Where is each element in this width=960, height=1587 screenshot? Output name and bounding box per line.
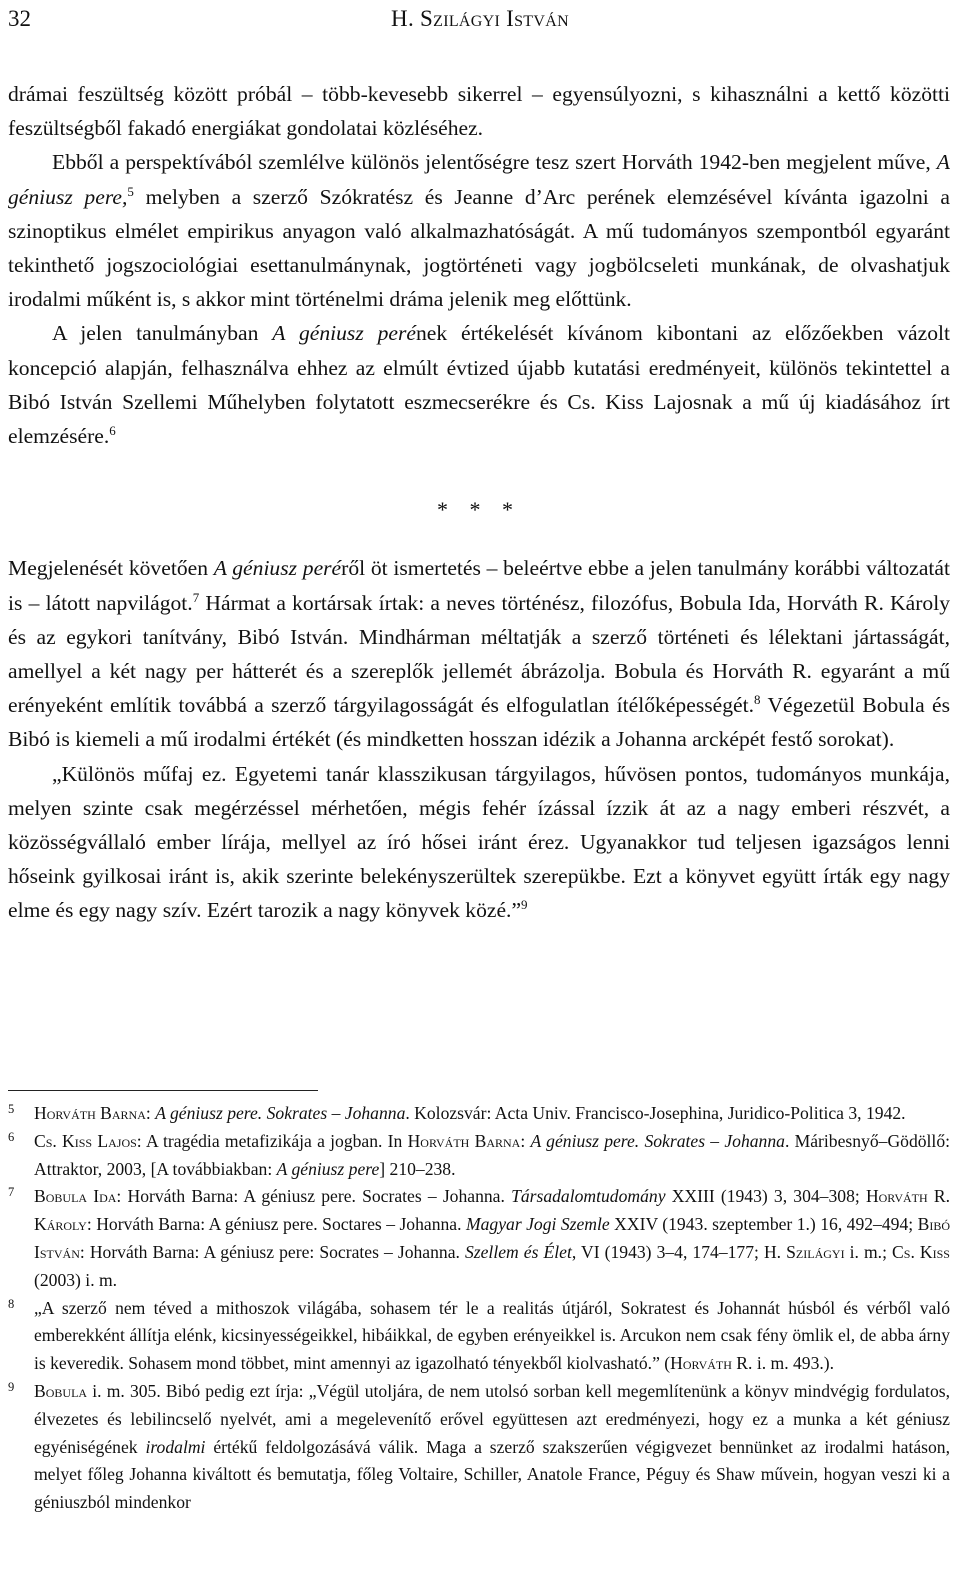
paragraph-text: ről öt ismertetés – beleértve ebbe a jelen tanulmány korábbi változatát is – látott napvilágot. <box>8 556 950 615</box>
author-name: Horváth R. Károly: <box>34 1186 950 1235</box>
author-name: Bobula Ida: <box>34 1186 122 1207</box>
author-name: Bobula <box>34 1380 88 1401</box>
footnote-9 <box>8 1378 950 1517</box>
main-text <box>8 77 950 928</box>
footnote-ref[interactable]: 6 <box>109 423 116 439</box>
page-header <box>8 6 952 38</box>
work-title: A géniusz pere. Sokrates – Johanna <box>155 1103 406 1123</box>
author-name: Bibó István: <box>34 1214 950 1262</box>
citation-text: XXIII (1943) 3, 304–308; <box>671 1186 860 1207</box>
work-title: A géniusz pere <box>276 1158 380 1179</box>
footnote-ref[interactable]: 7 <box>192 589 200 605</box>
footnote-7 <box>8 1183 950 1294</box>
journal-title: Szellem és Élet <box>464 1241 572 1262</box>
citation-text: ] 210–238. <box>379 1158 456 1179</box>
paragraph-text: Hármat a kortársak írtak: a neves történész, filozófus, Bobula Ida, Horváth R. Károly és az egykori tanítvány, Bibó István. Mindhárman méltatják a szerző történeti és lélektani jártasságát, amellyel a két nagy per hátterét és a szereplők jellemét ábrázolja. Bobula és Horváth R. egyaránt a mű erényeként említik továbbá a szerző tárgyilagosságát és elfogulatlan ítélőképességét. <box>8 590 950 718</box>
paragraph <box>8 316 950 453</box>
footnote-5 <box>8 1100 950 1128</box>
citation-text: Horváth Barna: A géniusz pere: Socrates – Johanna. <box>89 1241 460 1262</box>
citation-text: A tragédia metafizikája a jogban. In <box>145 1130 403 1151</box>
footnote-8 <box>8 1295 950 1378</box>
footnote-ref[interactable]: 9 <box>521 897 528 913</box>
citation-text: „A szerző nem téved a mithoszok világába, sohasem tér le a realitás útjáról, Sokratest és Johannát húsból és vérből való emberekként állítja elénk, kicsinyességeikkel, hibáikkal, de egyben erényeikkel is. Arcukon nem csak fény ömlik el, de abba árny is keveredik. Sohasem mond többet, mint amennyi az igazolható tényekből kiolvasható.” ( <box>34 1297 950 1374</box>
footnote-ref[interactable]: 8 <box>753 692 761 708</box>
paragraph <box>8 551 950 756</box>
section-separator: * * * <box>437 497 521 523</box>
paragraph-text: melyben a szerző Szókratész és Jeanne d’Arc perének elemzésével kívánta igazolni a szinoptikus elmélet empirikus anyagon való alkalmazhatóságát. A mű tudományos szempontból egyaránt tekinthető jogszociológiai esettanulmánynak, jogtörténeti vagy jogbölcseleti munkának, de olvashatjuk irodalmi műként is, s akkor mint történelmi dráma jelenik meg előttünk. <box>8 184 950 312</box>
work-title: A géniusz pere, <box>8 150 950 209</box>
footnote-number: 5 <box>8 1102 15 1116</box>
author-name: Horváth Barna: <box>407 1130 526 1151</box>
emphasis: irodalmi <box>145 1436 206 1457</box>
paragraph-text: Végezetül Bobula és Bibó is kiemeli a mű irodalmi értékét (és mindketten hosszan idézik a Johanna arcképét festő sorokat). <box>8 693 950 752</box>
citation-text: , VI (1943) 3–4, 174–177; H. <box>571 1241 782 1262</box>
footnote-separator <box>8 1090 318 1091</box>
citation-text: . Kolozsvár: Acta Univ. Francisco-Josephina, Juridico-Politica 3, 1942. <box>405 1103 906 1123</box>
footnote-number: 8 <box>8 1296 15 1311</box>
citation-text: i. m.; <box>849 1241 887 1262</box>
citation-text: Horváth Barna: A géniusz pere. Socrates – Johanna. <box>127 1186 505 1207</box>
paragraph <box>8 77 950 145</box>
paragraph-text: Megjelenését követően <box>8 556 208 581</box>
journal-title: Társadalomtudomány <box>511 1186 666 1207</box>
work-title: A géniusz peré <box>272 321 416 346</box>
author-name: Horváth R. <box>670 1353 753 1374</box>
citation-text: i. m. 305. Bibó pedig ezt írja: „Végül utoljára, de nem utolsó sorban kell megemlítenünk a könyv mindvégig fordulatos, élvezetes és lebilincselő nyelvét, ami a megelevenítő erővel együttesen azt eredményezi, hogy ez a munka a két géniusz egyéniségének <box>34 1380 950 1457</box>
footnote-6 <box>8 1128 950 1184</box>
author-name: Szilágyi <box>786 1241 845 1262</box>
author-name: Cs. Kiss Lajos: <box>34 1130 142 1151</box>
paragraph-text: drámai feszültség között próbál – több-kevesebb sikerrel – egyensúlyozni, s kihasználni a kettő közötti feszültségből fakadó energiákat gondolatai közléséhez. <box>8 82 950 141</box>
work-title: A géniusz pere. Sokrates – Johanna <box>530 1130 785 1151</box>
citation-text: i. m. 493.). <box>756 1353 835 1374</box>
journal-title: Magyar Jogi Szemle <box>465 1214 610 1235</box>
paragraph <box>8 145 950 316</box>
footnote-number: 9 <box>8 1379 15 1394</box>
citation-text: Horváth Barna: A géniusz pere. Soctares – Johanna. <box>96 1214 462 1235</box>
footnote-number: 7 <box>8 1185 15 1200</box>
citation-text: . Máribesnyő–Gödöllő: Attraktor, 2003, [A továbbiakban: <box>34 1130 951 1179</box>
footnote-number: 6 <box>8 1129 15 1144</box>
footnote-ref[interactable]: 5 <box>127 183 134 199</box>
paragraph-text: Ebből a perspektívából szemlélve különös jelentőségre tesz szert Horváth 1942-ben megjelent műve, <box>52 150 931 175</box>
citation-text: értékű feldolgozásává válik. Maga a szerző szakszerűen végigvezet bennünket az irodalmi hatáson, melyet főleg Johanna kiváltott és bemutatja, főleg Voltaire, Schiller, Anatole France, Péguy és Shaw művein, hogyan veszi ki a géniuszból mindenkor <box>34 1436 950 1513</box>
paragraph-text: nek értékelését kívánom kibontani az előzőekben vázolt koncepció alapján, felhasználva ehhez az elmúlt évtized újabb kutatási eredményeit, különös tekintettel a Bibó István Szellemi Műhelyben folytatott eszmecserékre és Cs. Kiss Lajosnak a mű új kiadásához írt elemzésére. <box>8 321 951 449</box>
footnotes <box>8 1100 950 1517</box>
quotation-paragraph <box>8 757 950 928</box>
author-name: Cs. Kiss <box>892 1241 950 1262</box>
page-number: 32 <box>8 6 31 31</box>
running-head: H. Szilágyi István <box>391 6 569 31</box>
paragraph-text: A jelen tanulmányban <box>52 321 259 346</box>
citation-text: XXIV (1943. szeptember 1.) 16, 492–494; <box>614 1214 914 1235</box>
author-name: Horváth Barna: <box>34 1103 151 1123</box>
paragraph-text: „Különös műfaj ez. Egyetemi tanár klasszikusan tárgyilagos, hűvösen pontos, tudományos munkája, melyen szinte csak megérzéssel mérhetően, mégis fehér ízással ízzik át az a nagy emberi részvét, a közösségvállaló ember lírája, mellyel az író hősei iránt érez. Ugyanakkor tud teljesen igazságos lenni hőseink gyilkosai iránt is, akik szerinte belekényszerültek szerepükbe. Ezt a könyvet együtt írták egy nagy elme és egy nagy szív. Ezért tarozik a nagy könyvek közé.” <box>8 761 950 923</box>
work-title: A géniusz peré <box>213 556 342 581</box>
citation-text: (2003) i. m. <box>34 1269 118 1290</box>
